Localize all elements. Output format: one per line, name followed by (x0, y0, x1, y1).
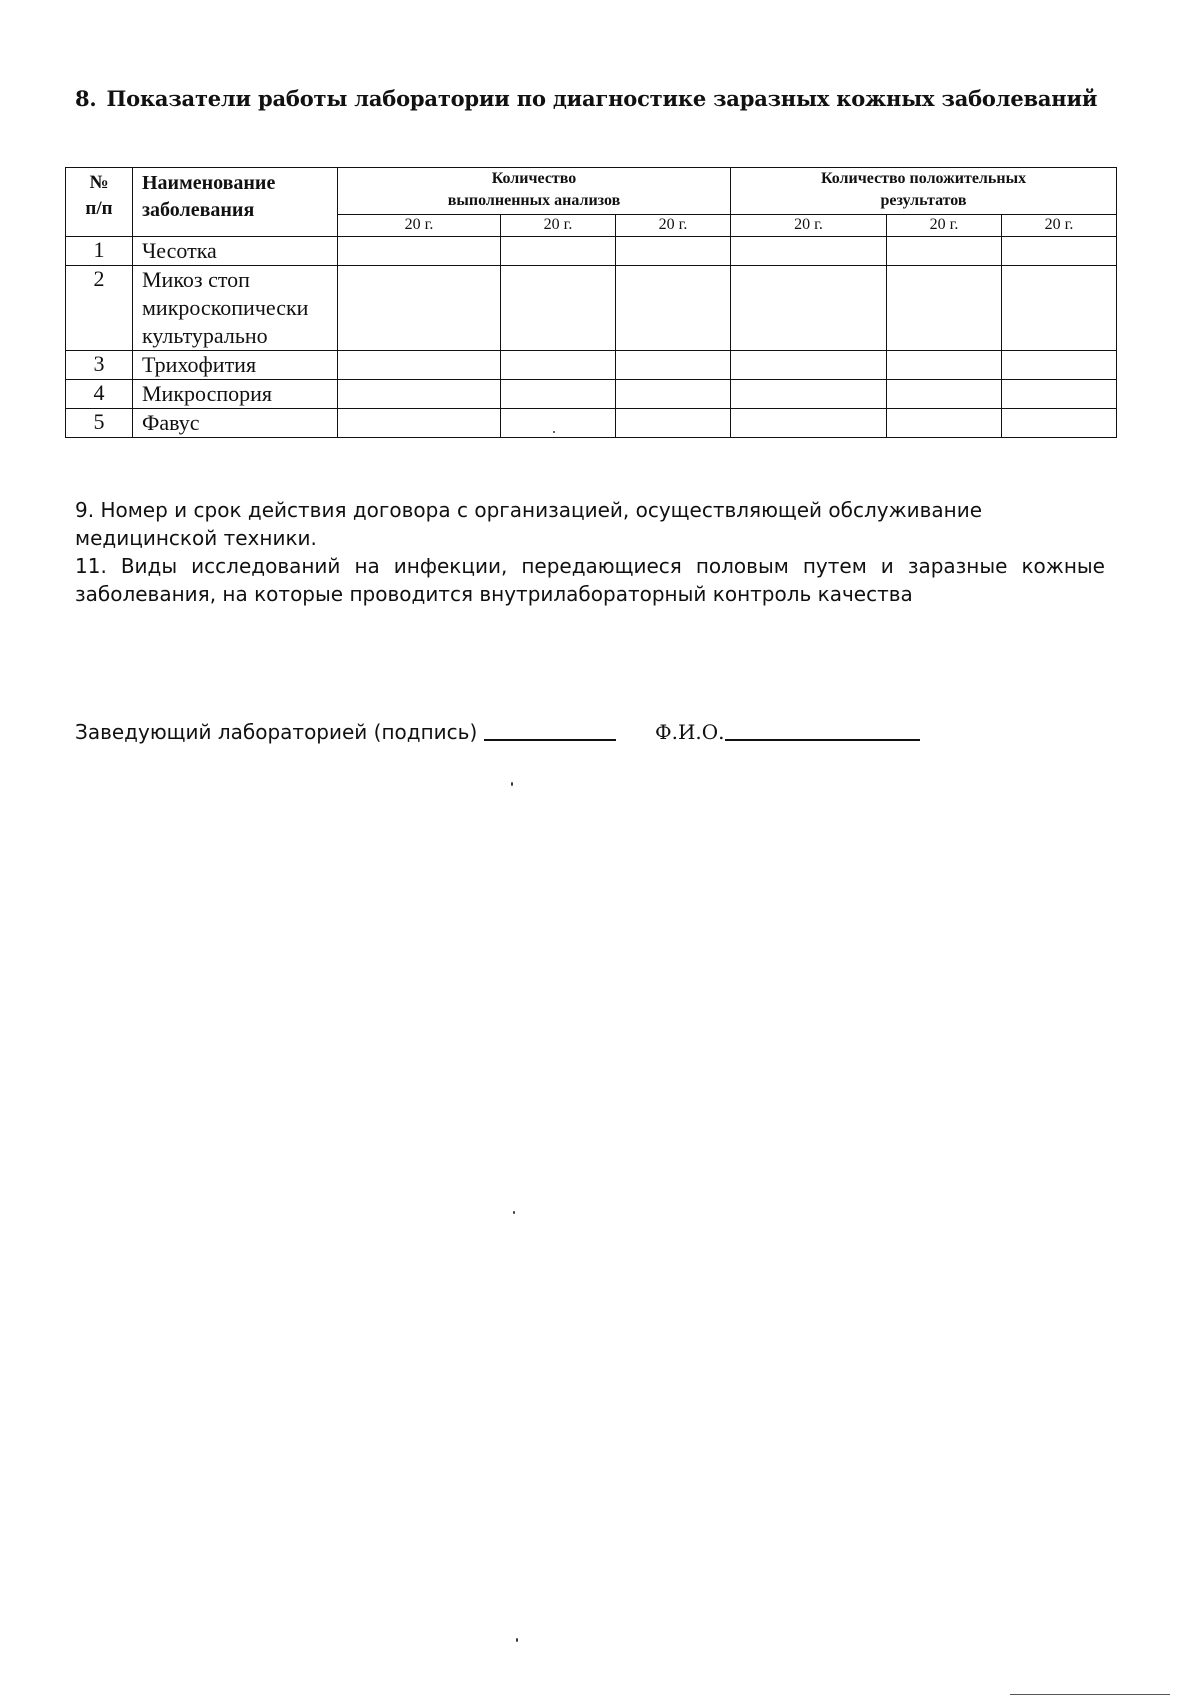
header-number-line2: п/п (85, 198, 113, 219)
table-header-row (66, 168, 1117, 215)
data-cell[interactable] (1002, 266, 1117, 351)
table-row (66, 237, 1117, 266)
scan-speck (511, 782, 513, 786)
signature-block (75, 718, 616, 746)
data-cell[interactable] (338, 409, 501, 438)
scan-speck (513, 1211, 515, 1214)
year-cell: 20 г. (501, 215, 616, 237)
data-cell[interactable] (731, 351, 887, 380)
data-cell[interactable] (616, 266, 731, 351)
data-cell[interactable] (1002, 380, 1117, 409)
header-analyses-line2: выполненных анализов (447, 192, 621, 209)
disease-name (133, 237, 338, 266)
section-9-text: 9. Номер и срок действия договора с организацией, осуществляющей обслуживание медицинской техники. (75, 498, 983, 550)
data-cell[interactable] (887, 351, 1002, 380)
data-cell[interactable] (731, 409, 887, 438)
disease-name-line: Микроспория (142, 381, 273, 406)
header-number (66, 168, 133, 237)
data-cell[interactable] (1002, 237, 1117, 266)
data-cell[interactable] (1002, 351, 1117, 380)
header-number-line1: № (89, 172, 109, 193)
data-cell[interactable] (731, 380, 887, 409)
data-cell[interactable] (338, 237, 501, 266)
header-analyses-count (338, 168, 731, 215)
disease-name-line: Чесотка (142, 238, 217, 263)
data-cell[interactable] (616, 380, 731, 409)
year-cell: 20 г. (731, 215, 887, 237)
header-name-line1: Наименование (142, 172, 276, 194)
year-cell: 20 г. (338, 215, 501, 237)
fio-label: Ф.И.О. (655, 720, 725, 744)
data-cell[interactable] (501, 409, 616, 438)
data-cell[interactable] (338, 351, 501, 380)
data-cell[interactable] (731, 237, 887, 266)
data-cell[interactable] (501, 266, 616, 351)
head-of-lab-label: Заведующий лабораторией (подпись) (75, 720, 478, 744)
data-cell[interactable] (731, 266, 887, 351)
year-cell: 20 г. (616, 215, 731, 237)
scan-speck (516, 1638, 518, 1642)
disease-name-line: Трихофития (142, 352, 257, 377)
data-cell[interactable] (501, 351, 616, 380)
disease-name (133, 351, 338, 380)
section-number: 8. (75, 86, 97, 111)
year-cell: 20 г. (887, 215, 1002, 237)
data-cell[interactable] (887, 409, 1002, 438)
data-cell[interactable] (501, 380, 616, 409)
table-row (66, 409, 1117, 438)
table-row (66, 266, 1117, 351)
year-cell: 20 г. (1002, 215, 1117, 237)
data-cell[interactable] (1002, 409, 1117, 438)
section-8-heading (75, 86, 1097, 111)
table-row (66, 351, 1117, 380)
section-title: Показатели работы лаборатории по диагностике заразных кожных заболеваний (106, 86, 1098, 111)
data-cell[interactable] (616, 237, 731, 266)
data-cell[interactable] (338, 266, 501, 351)
section-11-text: 11. Виды исследований на инфекции, передающиеся половым путем и заразные кожные заболевания, на которые проводится внутрилабораторный контроль качества (75, 554, 1105, 606)
data-cell[interactable] (616, 351, 731, 380)
data-cell[interactable] (501, 237, 616, 266)
data-cell[interactable] (338, 380, 501, 409)
disease-name (133, 266, 338, 351)
signature-line[interactable] (484, 739, 616, 741)
header-disease-name (133, 168, 338, 237)
disease-name-line: Фавус (142, 410, 200, 435)
data-cell[interactable] (887, 237, 1002, 266)
data-cell[interactable] (887, 380, 1002, 409)
header-positive-line2: результатов (880, 192, 967, 209)
header-positive-count (731, 168, 1117, 215)
header-name-line2: заболевания (142, 199, 255, 221)
data-cell[interactable] (887, 266, 1002, 351)
disease-name (133, 380, 338, 409)
scan-speck (553, 431, 555, 433)
header-analyses-line1: Количество (491, 170, 577, 187)
row-number: 1 (66, 237, 133, 266)
row-number: 3 (66, 351, 133, 380)
row-number: 2 (66, 266, 133, 351)
row-number: 4 (66, 380, 133, 409)
row-number: 5 (66, 409, 133, 438)
data-cell[interactable] (616, 409, 731, 438)
disease-name-line: культурально (142, 323, 268, 348)
lab-indicators-table (65, 167, 1117, 438)
disease-name-line: Микоз стоп (142, 267, 250, 292)
disease-name-line: микроскопически (142, 295, 309, 320)
fio-line[interactable] (725, 739, 920, 741)
fio-block (655, 718, 920, 746)
table-row (66, 380, 1117, 409)
header-positive-line1: Количество положительных (820, 170, 1027, 187)
disease-name (133, 409, 338, 438)
